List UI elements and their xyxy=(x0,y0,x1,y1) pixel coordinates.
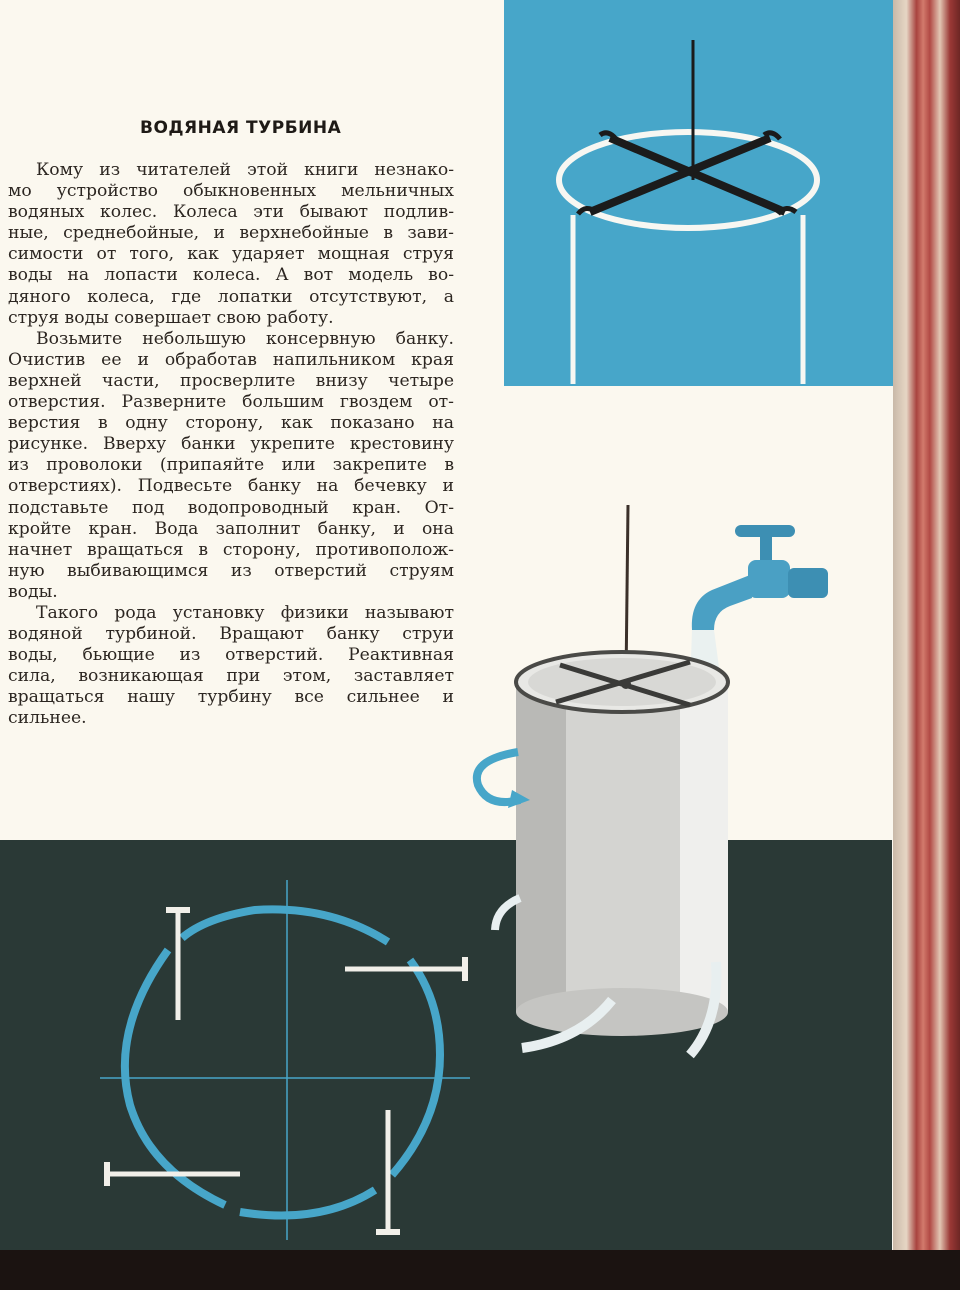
can-illustration xyxy=(477,652,728,1055)
text-line: рисунке. Вверху банки укрепите крестовину xyxy=(8,434,454,455)
text-line: воды. xyxy=(8,581,58,602)
text-line: отверстиях). Подвесьте банку на бечевку и xyxy=(8,476,454,497)
text-line: водяной турбиной. Вращают банку струи xyxy=(8,624,454,645)
text-line: дяного колеса, где лопатки отсутствуют, а xyxy=(8,286,454,307)
text-line: Кому из читателей этой книги незнако- xyxy=(36,160,454,180)
wire-frame-illustration xyxy=(559,40,817,384)
text-line: сильнее. xyxy=(8,708,87,729)
text-line: кройте кран. Вода заполнит банку, и она xyxy=(8,518,454,539)
text-line: подставьте под водопроводный кран. От- xyxy=(8,497,454,518)
text-line: ные, среднебойные, и верхнебойные в зави- xyxy=(8,223,454,244)
text-line: струя воды совершает свою работу. xyxy=(8,307,334,328)
text-line: Очистив ее и обработав напильником края xyxy=(8,349,454,370)
text-line: воды, бьющие из отверстий. Реактивная xyxy=(8,645,454,666)
text-line: начнет вращаться в сторону, противополож- xyxy=(8,539,454,560)
text-line: мо устройство обыкновенных мельничных xyxy=(8,181,454,202)
text-line: верхней части, просверлите внизу четыре xyxy=(8,370,454,391)
top-view-illustration xyxy=(100,880,470,1240)
text-line: отверстия. Разверните большим гвоздем от- xyxy=(8,392,454,413)
text-line: Возьмите небольшую консервную банку. xyxy=(36,328,454,349)
text-line: сила, возникающая при этом, заставляет xyxy=(8,666,454,687)
article-title: ВОДЯНАЯ ТУРБИНА xyxy=(140,118,342,138)
text-line: водяных колес. Колеса эти бывают подлив- xyxy=(8,202,454,223)
text-line: из проволоки (припаяйте или закрепите в xyxy=(8,455,454,476)
text-line: Такого рода установку физики называют xyxy=(36,602,454,623)
text-line: симости от того, как ударяет мощная струя xyxy=(8,244,454,265)
text-line: верстия в одну сторону, как показано на xyxy=(8,413,454,434)
bottom-shadow xyxy=(0,1250,960,1290)
book-edge xyxy=(893,0,960,1250)
text-line: воды на лопасти колеса. А вот модель во- xyxy=(8,265,454,286)
text-line: вращаться нашу турбину все сильнее и xyxy=(8,687,454,708)
text-line: ную выбивающимся из отверстий струям xyxy=(8,560,454,581)
